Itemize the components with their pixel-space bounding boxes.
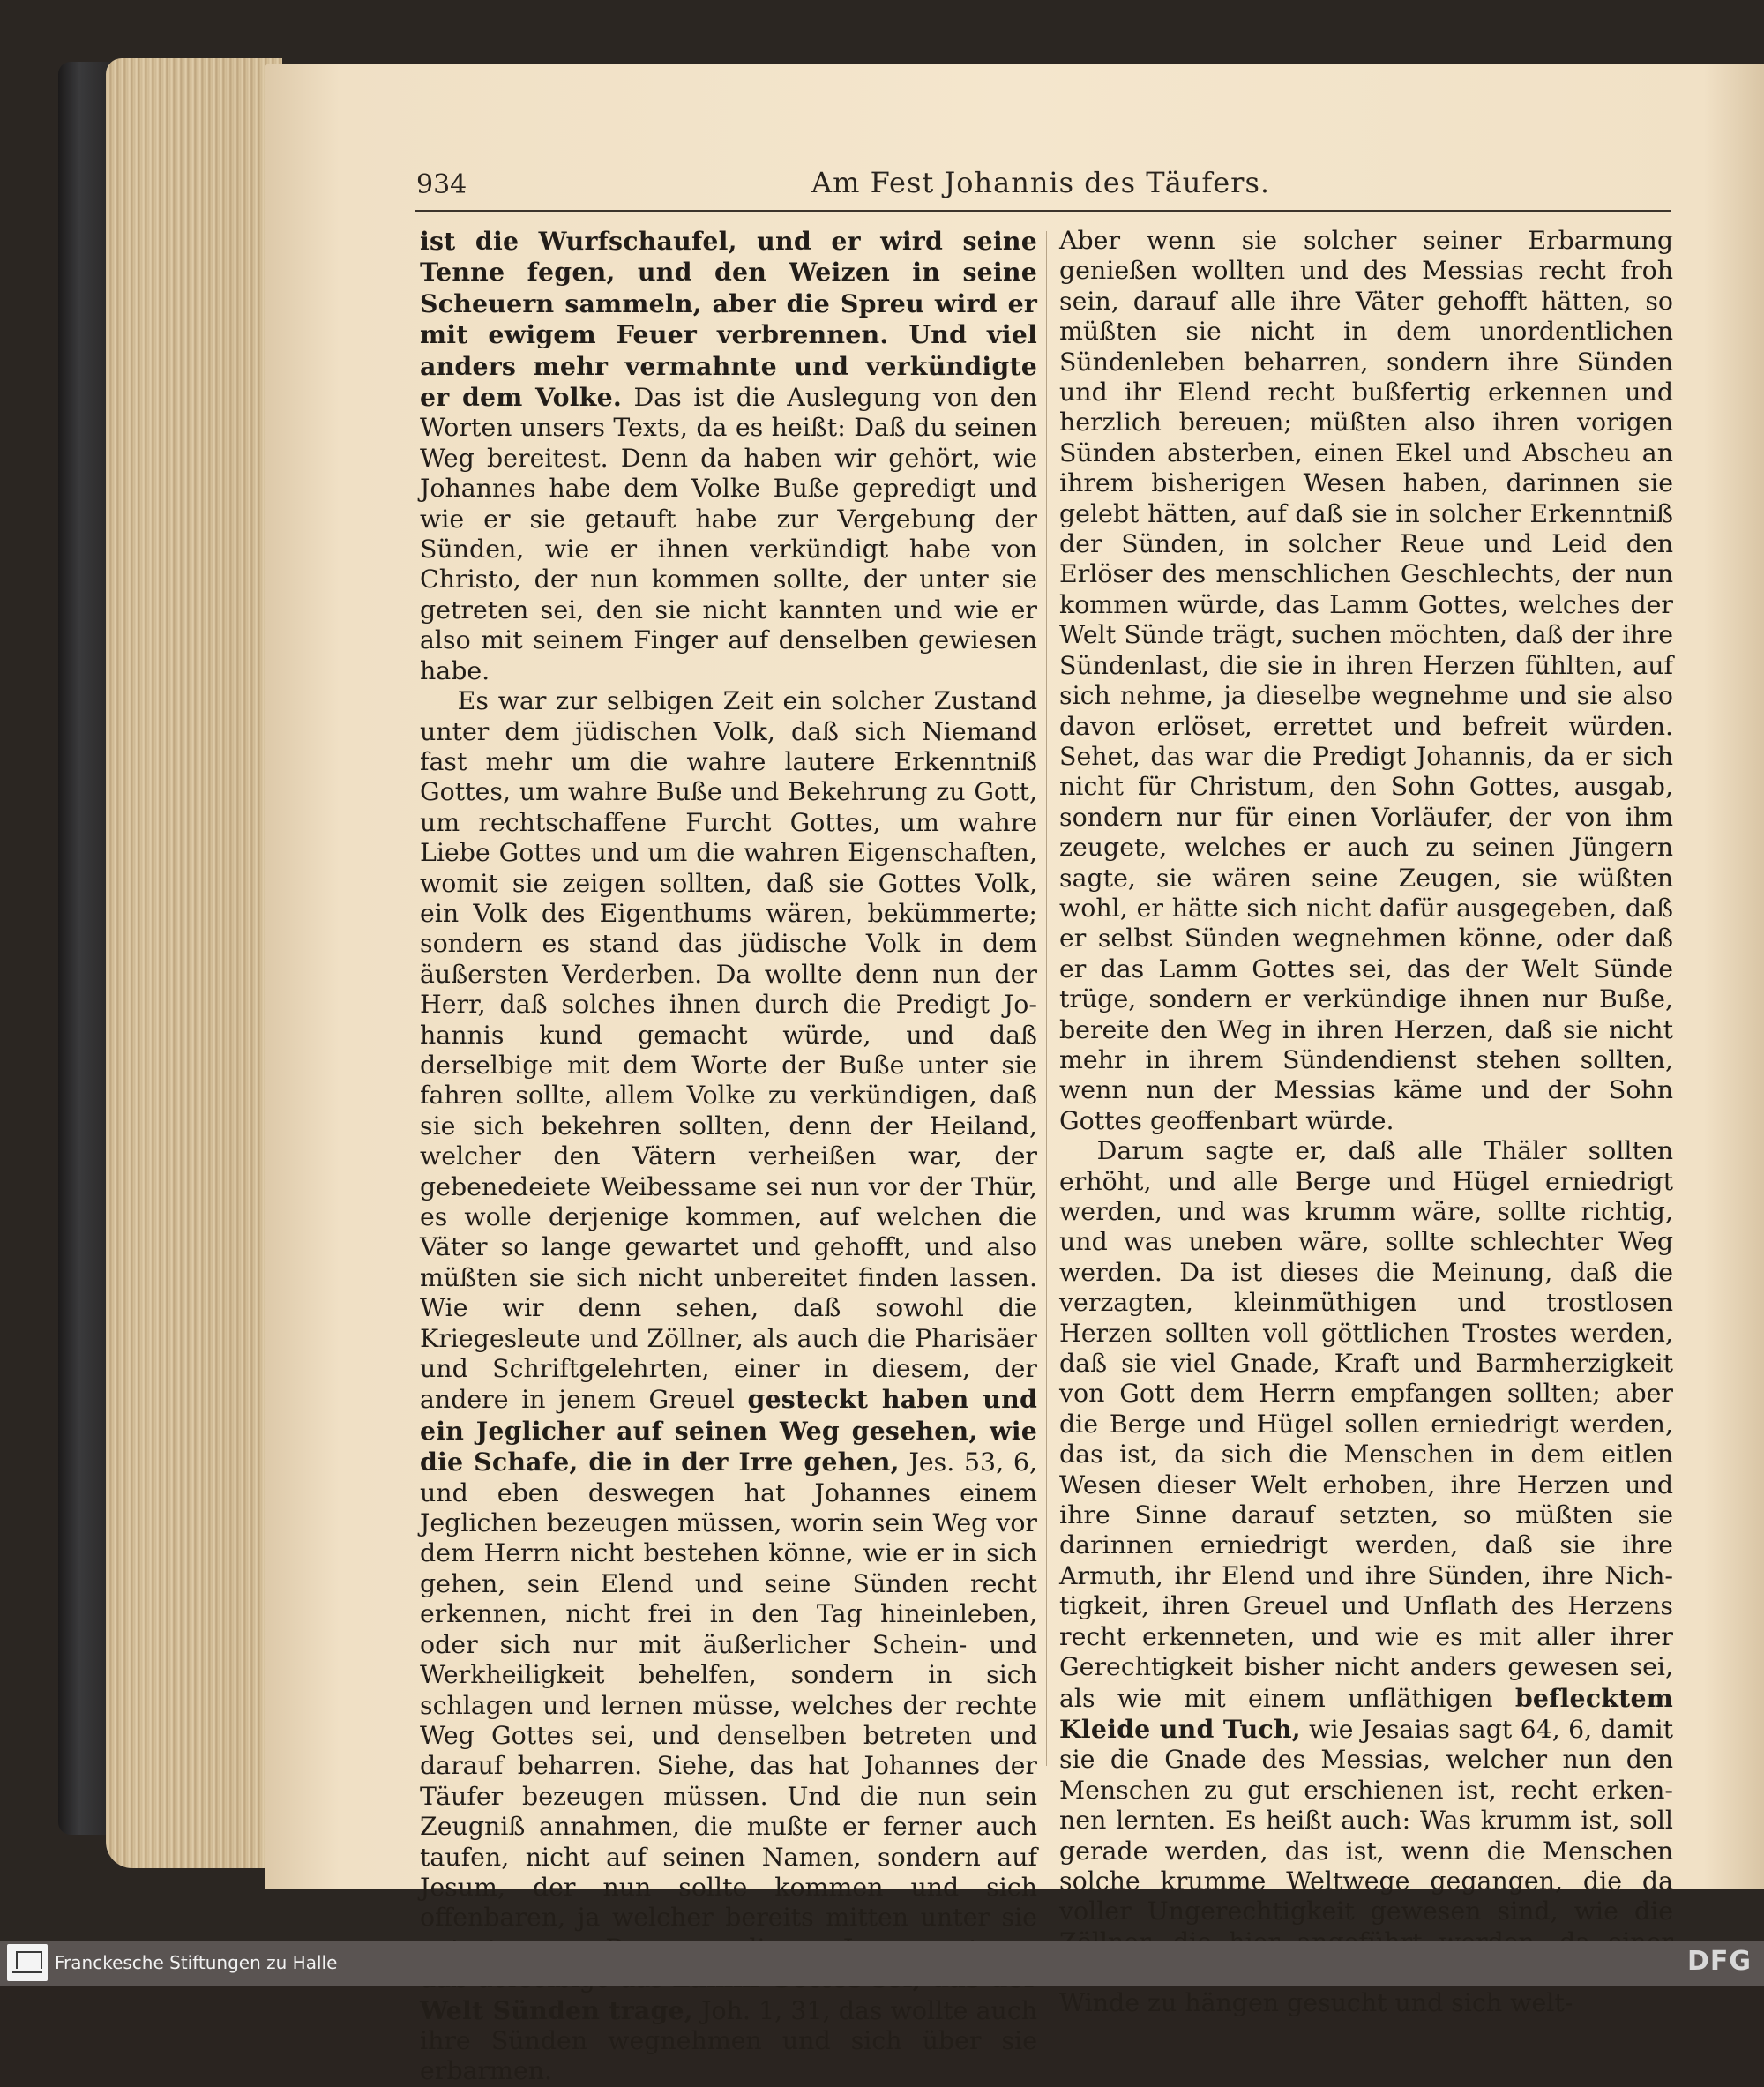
- book-spine: [58, 62, 111, 1835]
- dfg-logo: DFG: [1686, 1946, 1752, 1977]
- text-column-left: [420, 226, 1037, 2087]
- bold-scripture-quote: ist die Wurfschaufel, und er wird seine Tenne fegen, und den Weizen in seine Scheuern sammeln, aber die Spreu wird er mit ewigem Feuer verbrennen. Und viel anders mehr vermahnte und verkündigte er dem Volke.: [420, 226, 1037, 413]
- text-run: Es war zur selbigen Zeit ein solcher Zustand unter dem jüdischen Volk, daß sich Niemand fast mehr um die wahre lautere Erkenntniß Gottes, um wahre Buße und Bekehrung zu Gott, um rechtschaffene Furcht Gottes, um wahre Liebe Gottes und um die wahren Eigenschaften, womit sie zeigen sollten, daß sie Gottes Volk, ein Volk des Eigenthums wären, bekümmerte; sondern es stand das jüdische Volk in dem äußersten Verderben. Da wollte denn nun der Herr, daß solches ihnen durch die Predigt Johannis kund gemacht würde, und daß derselbige mit dem Worte der Buße unter sie fahren sollte, allem Volke zu verkündigen, daß sie sich bekehren sollten, denn der Heiland, welcher den Vätern verheißen war, der gebenedeiete Weibessame sei nun vor der Thür, es wolle derjenige kommen, auf welchen die Väter so lange gewartet und gehofft, und also müßten sie sich nicht unbereitet finden lassen. Wie wir denn sehen, daß sowohl die Kriegesleute und Zöllner, als auch die Pharisäer und Schriftgelehrten, einer in diesem, der andere in jenem Greuel: [420, 686, 1037, 1415]
- text-column-right: [1059, 226, 1673, 2018]
- bold-scripture-quote: beflecktem Kleide und Tuch,: [1059, 1682, 1673, 1744]
- paragraph: [420, 226, 1037, 686]
- page-edges: [106, 58, 282, 1868]
- footer-bar: [0, 1941, 1764, 1986]
- bold-scripture-quote: Welt Sünden trage,: [420, 1994, 693, 2025]
- paragraph: [1059, 1136, 1673, 2018]
- text-run: Jes. 53, 6, und eben deswegen hat Johannes einem Jeglichen bezeugen müssen, worin sein Weg vor dem Herrn nicht bestehen könne, wie er in sich gehen, sein Elend und seine Sünden recht erkennen, nicht frei in den Tag hineinleben, oder sich nur mit äußerlicher Schein- und Werkheiligkeit behelfen, sondern in sich schlagen und lernen müsse, welches der rechte Weg Gottes sei, und denselben betreten und darauf beharren. Siehe, das hat Johannes der Täufer bezeugen müssen. Und die nun sein Zeugniß annahmen, die mußte er ferner auch taufen, nicht auf seinen Namen, sondern auf Jesum, der nun sollte kommen und sich offenbaren, ja welcher bereits mitten unter sie: [420, 1447, 1037, 1933]
- francke-foundation-logo-icon: [7, 1944, 48, 1981]
- header-rule: [415, 210, 1671, 212]
- paragraph: [1059, 226, 1673, 1136]
- text-run: wie Jesaias sagt 64, 6, damit sie die Gnade des Messias, welcher nun den Menschen zu gut erschienen ist, recht erkennen lernten. Es heißt auch: Was krumm ist, soll gerade werden, das ist, wenn die Menschen solche krumme Weltwege gegangen, die da voller Ungerechtigkeit gewesen sind, wie die Winde zu hängen gesucht und sich welt-: [1059, 1714, 1673, 2017]
- text-run: Das ist die Auslegung von den Worten unsers Texts, da es heißt: Daß du seinen Weg bereitest. Denn da haben wir gehört, wie Johannes habe dem Volke Buße gepredigt und wie er sie getauft habe zur Vergebung der Sünden, wie er ihnen verkündigt habe von Christo, der nun kommen sollte, der unter sie getreten sei, den sie nicht kannten und wie er also mit seinem Finger auf denselben gewiesen habe.: [420, 383, 1038, 685]
- text-run: Darum sagte er, daß alle Thäler sollten erhöht, und alle Berge und Hügel erniedrigt werden, und was krumm wäre, sollte richtig, und was uneben wäre, sollte schlechter Weg werden. Da ist dieses die Meinung, daß die verzagten, kleinmüthigen und trostlosen Herzen sollten voll göttlichen Trostes werden, daß sie viel Gnade, Kraft und Barmherzigkeit von Gott dem Herrn empfangen sollten; aber die Berge und Hügel sollen erniedrigt werden, das ist, da sich die Menschen in dem eitlen Wesen dieser Welt erhoben, ihre Herzen und ihre Sinne darauf setzten, so müßten sie darinnen erniedrigt werden, daß sie ihre Armuth, ihr Elend und ihre Sünden, ihre Nichtigkeit, ihren Greuel und Unflath des Herzens recht erkenneten, und wie es mit aller ihrer Gerechtigkeit bisher nicht anders gewesen sei, als wie mit einem unfläthigen: [1059, 1136, 1673, 1713]
- bold-scripture-quote: gesteckt haben und ein Jeglicher auf seinen Weg gesehen, wie die Schafe, die in der Irre gehen,: [420, 1384, 1037, 1477]
- running-title: Am Fest Johannis des Täufers.: [811, 166, 1271, 199]
- page-header: [415, 164, 1667, 213]
- text-run: Aber wenn sie solcher seiner Erbarmung genießen wollten und des Messias recht froh sein, darauf alle ihre Väter gehofft hätten, so müßten sie nicht in dem unordentlichen Sündenleben beharren, sondern ihre Sünden und ihr Elend recht bußfertig erkennen und herzlich bereuen; müßten also ihren vorigen Sünden absterben, einen Ekel und Abscheu an ihrem bisherigen Wesen haben, darinnen sie gelebt hätten, auf daß sie in solcher Erkenntniß der Sünden, in solcher Reue und Leid den Erlöser des menschlichen Geschlechts, der nun kommen würde, das Lamm Gottes, welches der Welt Sünde trägt, suchen möchten, daß der ihre Sündenlast, die sie in ihren Herzen fühlten, auf sich nehme, ja dieselbe wegnehme und sie also davon erlöset, errettet und befreit würden. Sehet, das war die Predigt Johannis, da er sich nicht für Christum, den Sohn Gottes, ausgab, sondern nur für einen Vorläufer, der von ihm zeugete, welches er auch zu seinen Jüngern sagte, sie wären seine Zeugen, sie wüßten wohl, er hätte sich nicht dafür ausgegeben, daß er selbst Sünden wegnehmen könne, oder daß er das Lamm Gottes sei, das der Welt Sünde trüge, sondern er verkündige ihnen nur Buße, bereite den Weg in ihren Herzen, daß sie nicht mehr in ihrem Sündendienst stehen sollten, wenn nun der Messias käme und der Sohn Gottes geoffenbart würde.: [1059, 226, 1673, 1135]
- footer-institution: Franckesche Stiftungen zu Halle: [55, 1952, 338, 1973]
- page-number: 934: [416, 169, 467, 200]
- paragraph: [420, 686, 1037, 2087]
- column-divider: [1046, 231, 1047, 1766]
- text-run: Joh. 1, 31, das wollte auch ihre Sünden wegnehmen und sich über sie erbarmen.: [420, 1995, 1038, 2086]
